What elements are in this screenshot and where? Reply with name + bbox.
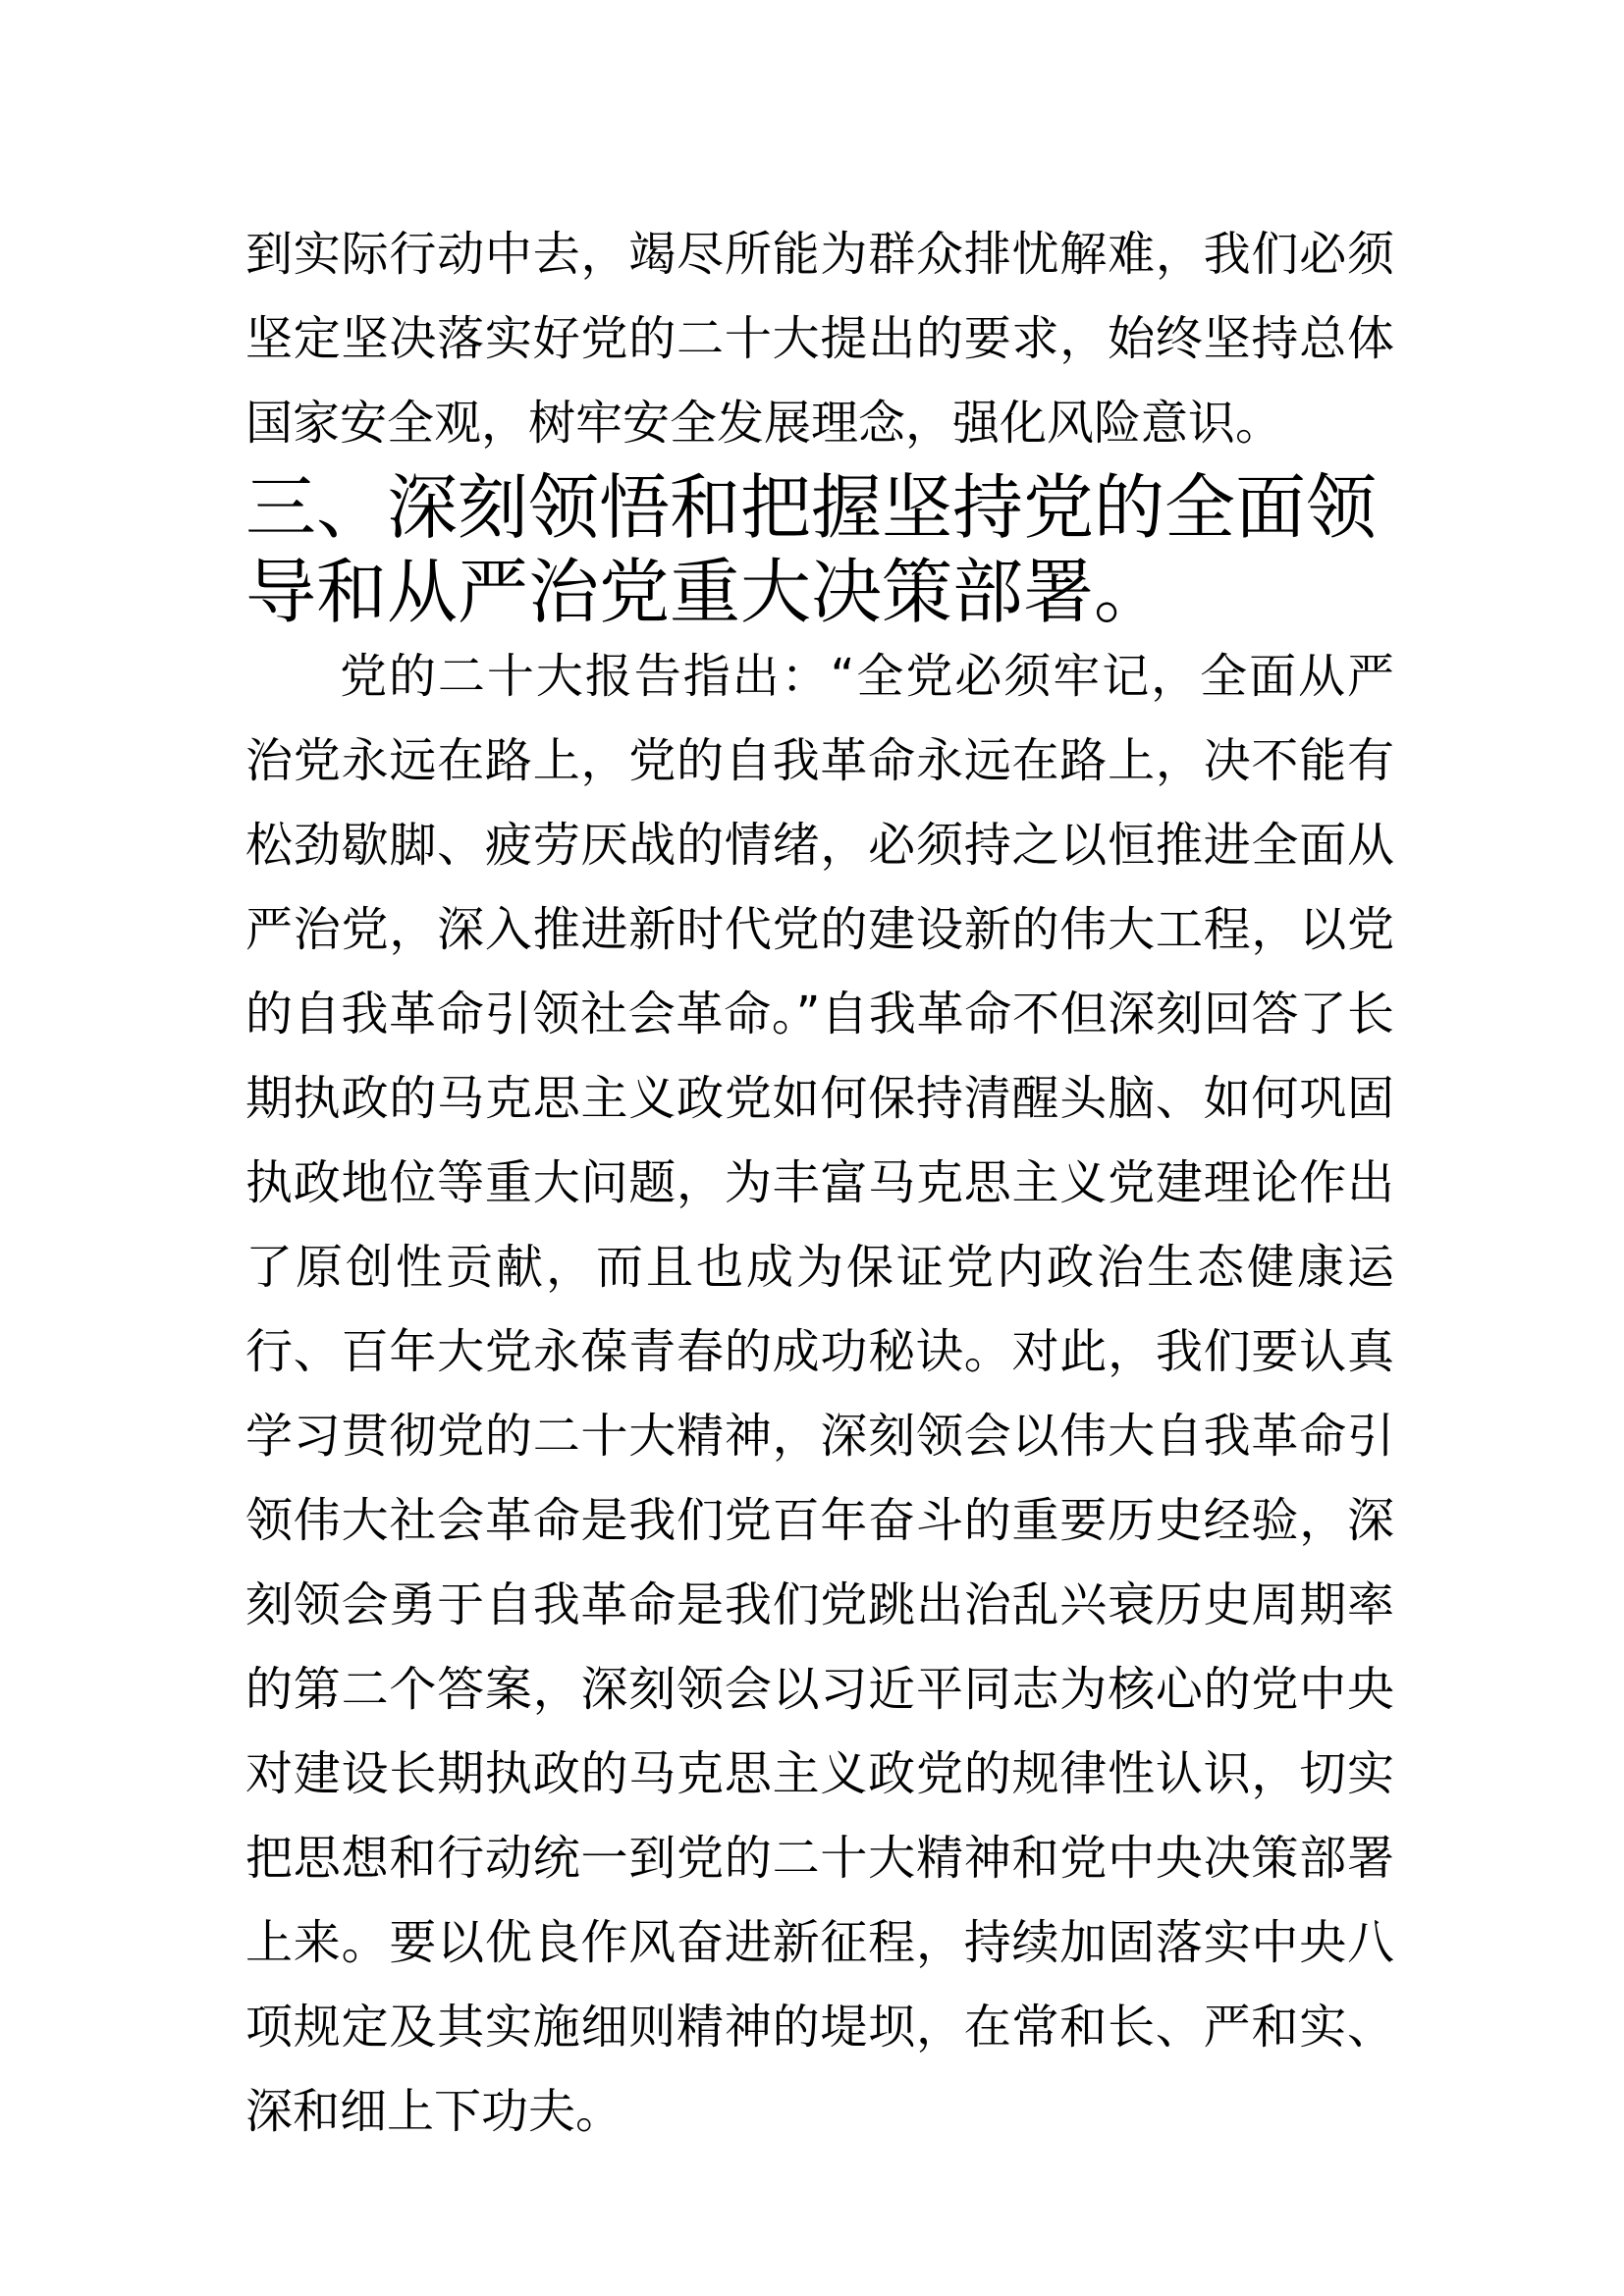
body-paragraph-2: 党的二十大报告指出：“全党必须牢记，全面从严治党永远在路上，党的自我革命永远在路上，决不能有松劲歇脚、疲劳厌战的情绪，必须持之以恒推进全面从严治党，深入推进新时代党的建设新的伟大工程，以党的自我革命引领社会革命。”自我革命不但深刻回答了长期执政的马克思主义政党如何保持清醒头脑、如何巩固执政地位等重大问题，为丰富马克思主义党建理论作出了原创性贡献，而且也成为保证党内政治生态健康运行、百年大党永葆青春的成功秘诀。对此，我们要认真学习贯彻党的二十大精神，深刻领会以伟大自我革命引领伟大社会革命是我们党百年奋斗的重要历史经验，深刻领会勇于自我革命是我们党跳出治乱兴衰历史周期率的第二个答案，深刻领会以习近平同志为核心的党中央对建设长期执政的马克思主义政党的规律性认识，切实把思想和行动统一到党的二十大精神和党中央决策部署上来。要以优良作风奋进新征程，持续加固落实中央八项规定及其实施细则精神的堤坝，在常和长、严和实、深和细上下功夫。	[245, 649, 1394, 2139]
body-paragraph-1: 到实际行动中去，竭尽所能为群众排忧解难，我们必须坚定坚决落实好党的二十大提出的要求，始终坚持总体国家安全观，树牢安全发展理念，强化风险意识。	[245, 227, 1394, 451]
document-page	[245, 212, 1394, 2154]
section-heading: 三、深刻领悟和把握坚持党的全面领导和从严治党重大决策部署。	[245, 466, 1378, 633]
